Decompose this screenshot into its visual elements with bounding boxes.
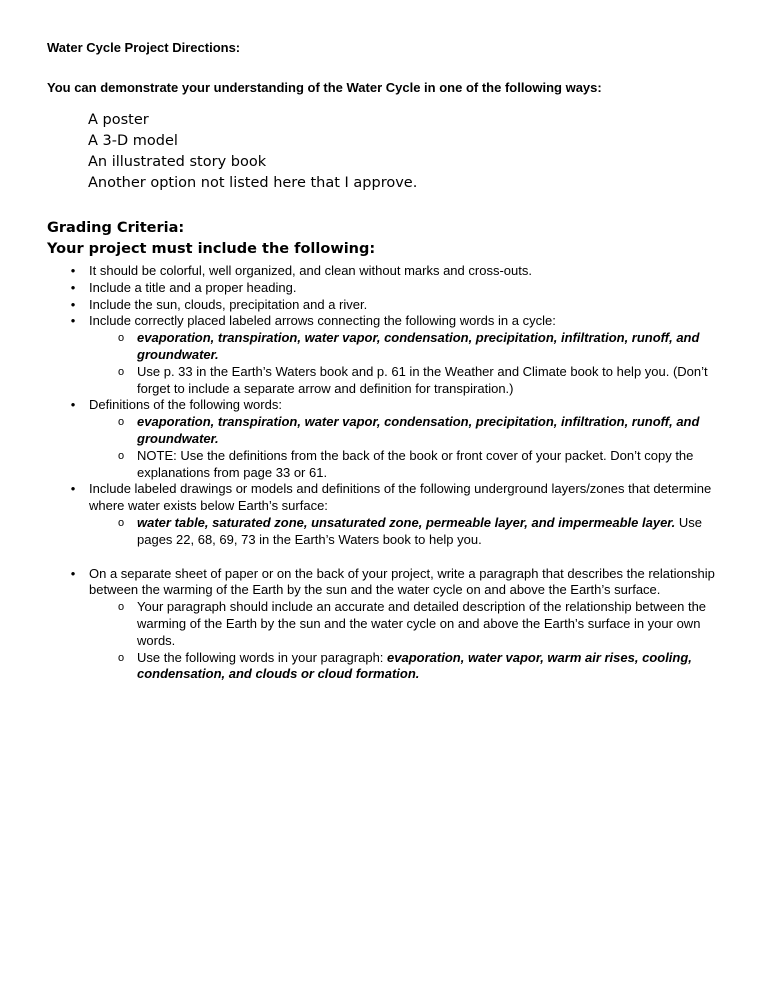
criteria-subitem — [47, 650, 737, 684]
vocabulary-words: evaporation, transpiration, water vapor, condensation, precipitation, infiltration, runoff, and groundwater. — [137, 414, 700, 446]
criteria-text: It should be colorful, well organized, and clean without marks and cross-outs. — [89, 263, 532, 278]
criteria-item — [47, 280, 737, 297]
option-item: An illustrated story book — [88, 154, 267, 170]
criteria-subitem — [47, 330, 737, 364]
option-item: A 3-D model — [88, 133, 178, 149]
bullet-dot: • — [70, 313, 76, 329]
criteria-text: Include labeled drawings or models and definitions of the following underground layers/zones that determine where water exists below Earth’s surface: — [89, 481, 712, 514]
criteria-item — [47, 297, 737, 314]
criteria-text: Include a title and a proper heading. — [89, 279, 297, 295]
spacer — [47, 549, 737, 566]
criteria-subitem — [47, 448, 737, 482]
criteria-subitem — [47, 599, 737, 649]
bullet-circle: o — [117, 332, 125, 345]
option-item: A poster — [88, 112, 149, 128]
criteria-item — [47, 313, 737, 330]
bullet-circle: o — [117, 449, 125, 462]
bullet-dot: • — [70, 397, 76, 413]
criteria-subitem — [47, 364, 737, 398]
project-options-list — [88, 110, 417, 194]
bullet-circle: o — [117, 601, 125, 614]
bullet-dot: • — [70, 296, 76, 312]
layer-words: water table, saturated zone, unsaturated zone, permeable layer, and impermeable layer. — [137, 514, 676, 530]
criteria-subtext: Use p. 33 in the Earth’s Waters book and p. 61 in the Weather and Climate book to help you. (Don’t forget to include a separate arrow and definition for transpiration.) — [137, 363, 708, 396]
grading-subtitle: Your project must include the following: — [47, 241, 376, 257]
paragraph-words: evaporation, water vapor, warm air rises, cooling, condensation, and clouds or cloud formation. — [137, 649, 692, 682]
criteria-subtext: NOTE: Use the definitions from the back of the book or front cover of your packet. Don’t copy the explanations from page 33 or 61. — [137, 447, 694, 480]
criteria-subtext: Your paragraph should include an accurate and detailed description of the relationship between the warming of the Earth by the sun and the water cycle on and above the Earth’s surface in your own words. — [137, 599, 707, 648]
bullet-circle: o — [117, 516, 125, 529]
criteria-item — [47, 397, 737, 414]
bullet-dot: • — [70, 481, 76, 497]
criteria-subtext: Use pages 22, 68, 69, 73 in the Earth’s Waters book to help you. — [137, 514, 702, 547]
bullet-dot: • — [70, 263, 76, 278]
intro-text: You can demonstrate your understanding of the Water Cycle in one of the following ways: — [47, 80, 602, 95]
option-item: Another option not listed here that I approve. — [88, 175, 418, 191]
criteria-subitem — [47, 414, 737, 448]
page-title: Water Cycle Project Directions: — [47, 40, 241, 55]
criteria-text: Include correctly placed labeled arrows connecting the following words in a cycle: — [89, 313, 556, 329]
criteria-list — [47, 263, 737, 683]
criteria-item — [47, 566, 737, 600]
grading-title: Grading Criteria: — [47, 220, 185, 236]
criteria-text: Include the sun, clouds, precipitation and a river. — [89, 296, 368, 312]
criteria-subtext: Use the following words in your paragraph: — [137, 649, 388, 665]
grading-criteria-heading — [47, 218, 375, 260]
criteria-item — [47, 263, 737, 280]
vocabulary-words: evaporation, transpiration, water vapor, condensation, precipitation, infiltration, runoff, and groundwater. — [137, 330, 700, 362]
bullet-circle: o — [117, 416, 125, 429]
bullet-dot: • — [70, 279, 76, 295]
criteria-text: Definitions of the following words: — [89, 397, 282, 413]
bullet-dot: • — [70, 565, 76, 581]
criteria-item — [47, 481, 737, 515]
bullet-circle: o — [117, 365, 125, 378]
bullet-circle: o — [117, 651, 125, 664]
criteria-text: On a separate sheet of paper or on the back of your project, write a paragraph that describes the relationship between the warming of the Earth by the sun and the water cycle on and above the Earth’s surface. — [89, 565, 715, 598]
criteria-subitem — [47, 515, 737, 549]
